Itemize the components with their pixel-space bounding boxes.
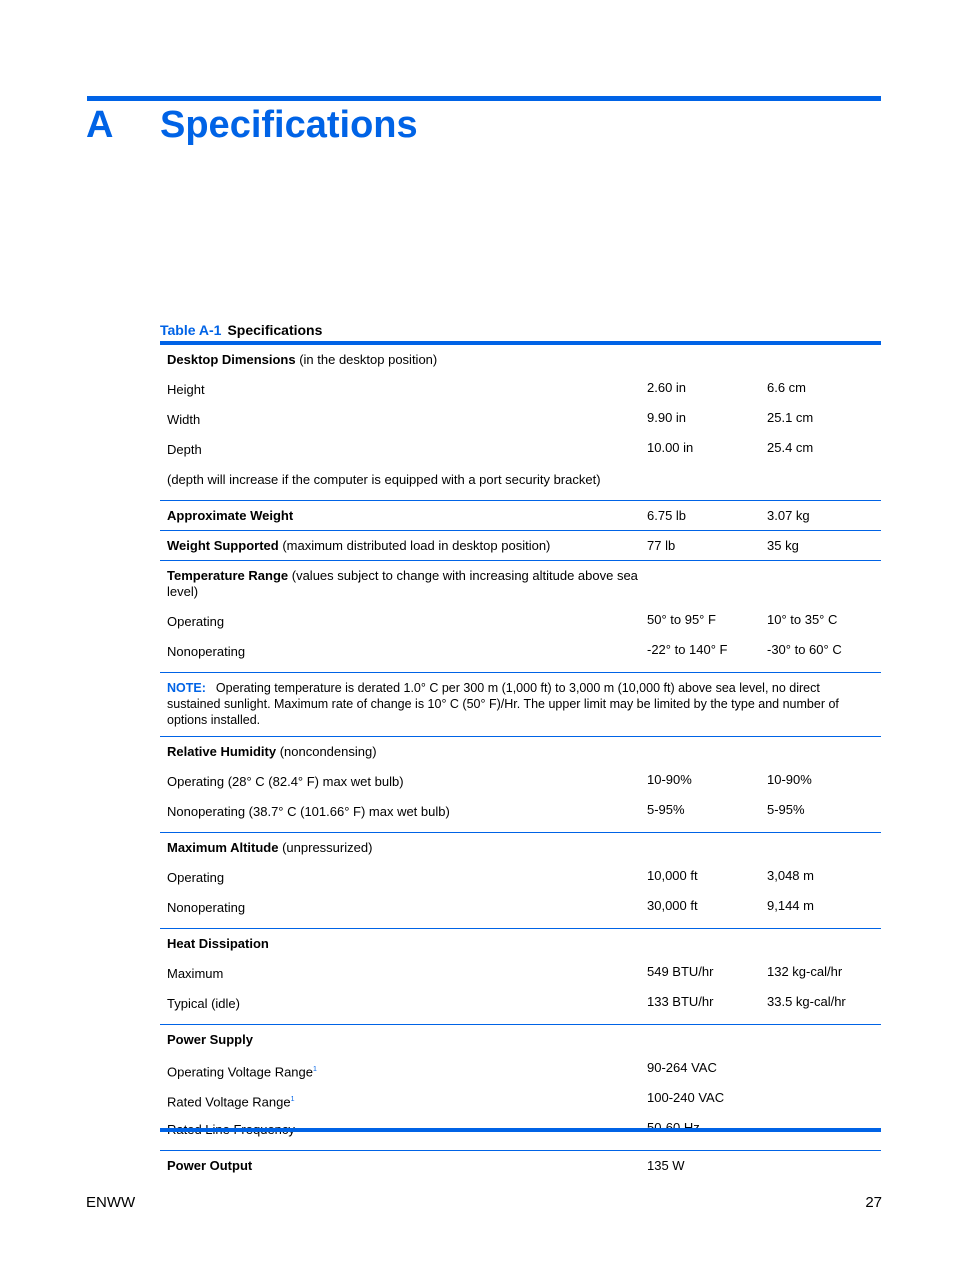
row-label: Rated Voltage Range (167, 1094, 291, 1110)
group-note: (unpressurized) (278, 840, 373, 855)
group-title: Weight Supported (167, 538, 279, 553)
group-weight-supported (160, 531, 881, 561)
group-header (160, 345, 881, 374)
table-row (160, 958, 881, 988)
group-header (160, 531, 881, 560)
group-relative-humidity (160, 737, 881, 833)
row-value-metric: 25.1 cm (767, 410, 814, 425)
row-value-imperial: 5-95% (647, 802, 685, 817)
group-note: (maximum distributed load in desktop position) (278, 538, 551, 553)
table-row (160, 988, 881, 1018)
table-row (160, 374, 881, 404)
row-value-metric: 25.4 cm (767, 440, 814, 455)
row-value-metric: -30° to 60° C (767, 642, 842, 657)
row-value-metric: 6.6 cm (767, 380, 807, 395)
group-header (160, 929, 881, 958)
row-value-imperial: 549 BTU/hr (647, 964, 714, 979)
group-header (160, 833, 881, 862)
table-caption-title: Specifications (227, 322, 323, 338)
row-value: 135 W (647, 1158, 685, 1173)
row-value-imperial: 9.90 in (647, 410, 687, 425)
row-value-imperial: -22° to 140° F (647, 642, 728, 657)
group-note: (values subject to change with increasing altitude above sea level) (167, 568, 638, 599)
row-value-metric: 5-95% (767, 802, 805, 817)
row-label: Operating (28° C (82.4° F) max wet bulb) (167, 774, 404, 789)
chapter-rule (87, 96, 881, 101)
group-approximate-weight (160, 501, 881, 531)
row-label: Typical (idle) (167, 996, 240, 1011)
group-temperature-range (160, 561, 881, 673)
row-label: Height (167, 382, 205, 397)
group-power-output (160, 1151, 881, 1178)
footnote-marker[interactable]: 1 (313, 1066, 317, 1073)
table-row (160, 766, 881, 796)
row-value-imperial: 133 BTU/hr (647, 994, 714, 1009)
row-label: Depth (167, 442, 202, 457)
group-title: Desktop Dimensions (167, 352, 296, 367)
row-value-imperial: 77 lb (647, 538, 676, 553)
group-header (160, 1025, 881, 1054)
row-value-metric: 35 kg (767, 538, 799, 553)
group-title: Power Output (167, 1158, 253, 1173)
note-block (160, 673, 881, 737)
group-note: (noncondensing) (276, 744, 377, 759)
row-label: (depth will increase if the computer is equipped with a port security bracket) (167, 472, 601, 487)
table-row (160, 1084, 881, 1114)
row-value-metric: 132 kg-cal/hr (767, 964, 843, 979)
row-value-imperial: 30,000 ft (647, 898, 698, 913)
group-desktop-dimensions (160, 345, 881, 501)
row-value: 100-240 VAC (647, 1090, 725, 1105)
row-value: 90-264 VAC (647, 1060, 717, 1075)
row-label: Operating Voltage Range (167, 1064, 313, 1080)
chapter-title: Specifications (160, 104, 418, 146)
table-row (160, 636, 881, 666)
note-text: Operating temperature is derated 1.0° C per 300 m (1,000 ft) to 3,000 m (10,000 ft) above sea level, no direct sustained sunlight. Maximum rate of change is 10° C (50° F)/Hr. The upper limit may be limited by the type and number of options installed. (167, 681, 839, 727)
table-row (160, 862, 881, 892)
row-value-imperial: 6.75 lb (647, 508, 687, 523)
row-label: Operating (167, 614, 225, 629)
row-label: Operating (167, 870, 225, 885)
table-row (160, 434, 881, 464)
row-value-imperial: 10-90% (647, 772, 692, 787)
table-row (160, 892, 881, 922)
table-row (160, 1054, 881, 1084)
group-header (160, 1151, 881, 1178)
table-bottom-rule (160, 1128, 881, 1132)
group-title: Power Supply (167, 1032, 253, 1047)
row-value-imperial: 2.60 in (647, 380, 687, 395)
table-row (160, 796, 881, 826)
group-title: Maximum Altitude (167, 840, 279, 855)
group-header (160, 501, 881, 530)
row-value-imperial: 10.00 in (647, 440, 694, 455)
group-title: Temperature Range (167, 568, 289, 583)
page-number: 27 (865, 1194, 882, 1211)
row-value-metric: 9,144 m (767, 898, 814, 913)
group-maximum-altitude (160, 833, 881, 929)
chapter-letter: A (86, 104, 114, 146)
group-note: (in the desktop position) (295, 352, 438, 367)
group-title: Heat Dissipation (167, 936, 269, 951)
row-label: Width (167, 412, 201, 427)
group-header (160, 737, 881, 766)
row-label: Nonoperating (167, 644, 246, 659)
row-value-metric: 3,048 m (767, 868, 814, 883)
group-title: Relative Humidity (167, 744, 277, 759)
group-header (160, 561, 881, 606)
table-caption (160, 321, 322, 339)
table-row (160, 606, 881, 636)
row-value-imperial: 50° to 95° F (647, 612, 716, 627)
table-caption-number: Table A-1 (160, 322, 222, 338)
row-value-metric: 10° to 35° C (767, 612, 838, 627)
group-title: Approximate Weight (167, 508, 294, 523)
group-heat-dissipation (160, 929, 881, 1025)
spec-table (160, 345, 881, 1178)
row-value-metric: 33.5 kg-cal/hr (767, 994, 846, 1009)
row-value-imperial: 10,000 ft (647, 868, 698, 883)
row-value-metric: 10-90% (767, 772, 812, 787)
group-power-supply (160, 1025, 881, 1151)
footnote-marker[interactable]: 1 (290, 1096, 295, 1103)
note-label: NOTE: (167, 681, 206, 695)
table-row (160, 464, 881, 494)
row-label: Nonoperating (38.7° C (101.66° F) max wet bulb) (167, 804, 450, 819)
footer-label: ENWW (86, 1194, 136, 1211)
table-row (160, 404, 881, 434)
row-value-metric: 3.07 kg (767, 508, 810, 523)
row-label: Maximum (167, 966, 224, 981)
row-label: Nonoperating (167, 900, 246, 915)
